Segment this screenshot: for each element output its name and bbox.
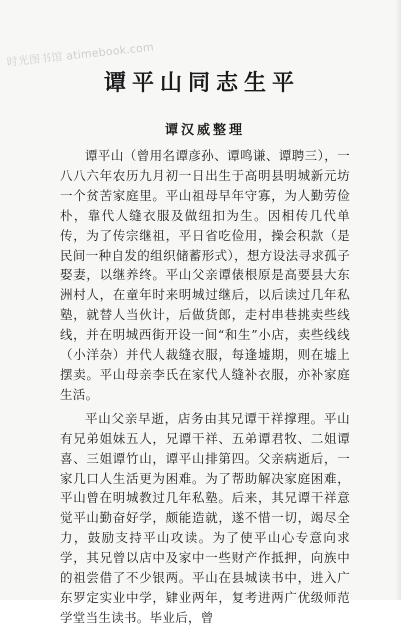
paragraph-1: 谭平山（曾用名谭彦孙、谭鸣谦、谭聘三），一八八六年农历九月初一日出生于高明县明城新元坊一个贫苦家庭里。平山祖母早年守寡，为人勤劳俭朴，靠代人缝衣服及做纽扣为生。因相传几代单传，为了传宗继祖，平日省吃俭用，操会积款（是民间一种自发的组织储蓄形式），想方设法寻求孤子娶妻，以继养终。平山父亲谭俵根原是高要县大东洲村人，在童年时来明城过继后，以后读过几年私塾，就替人当伙计，后做货郎，走村串巷挑卖些线线，并在明城西街开设一间“和生”小店，卖些线线（小洋杂）并代人裁缝衣服，每逢墟期，则在墟上摆卖。平山母亲李氏在家代人缝补衣服，亦补家庭生活。 (60, 148, 350, 402)
watermark: 时光图书馆 atimebook.com (6, 40, 155, 69)
page-title: 谭平山同志生平 (103, 70, 300, 96)
paragraph-2: 平山父亲早逝，店务由其兄谭干祥撑理。平山有兄弟姐妹五人，兄谭干祥、五弟谭君牧、二姐谭喜、三姐谭竹山，谭平山排第四。父亲病逝后，一家几口人生活更为困难。为了帮助解决家庭困难，平山曾在明城教过几年私塾。后来，其兄谭干祥意觉平山勤奋好学，颇能造就，遂不惜一切，竭尽全力，鼓励支持平山攻读。为了使平山心专意向求学，其兄曾以店中及家中一些财产作抵押，向族中的祖尝借了不少银两。平山在县城读书中，进入广东罗定实业中学，肄业两年，复考进两广优级师范学堂当生读书。毕业后，曾 (60, 410, 350, 625)
body-text (60, 146, 350, 630)
scan-edge-shadow (395, 0, 401, 600)
author-line: 谭汉威整理 (164, 123, 245, 138)
